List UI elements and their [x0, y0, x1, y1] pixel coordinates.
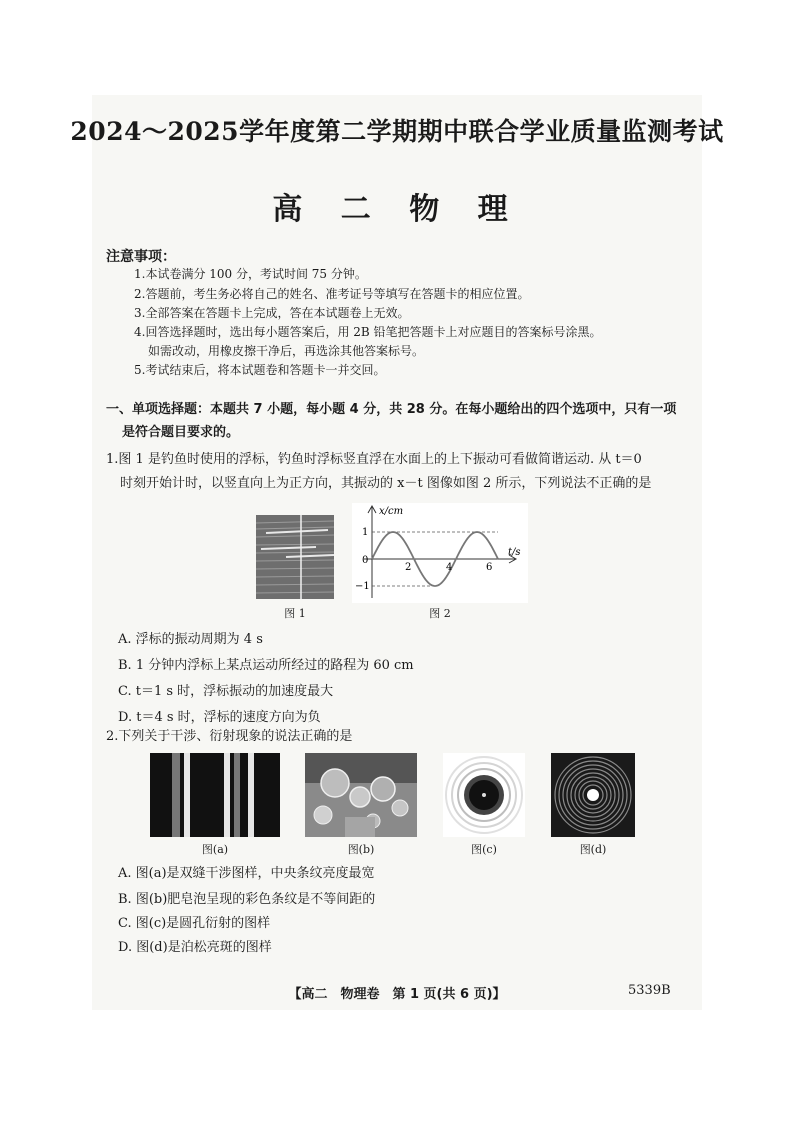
question-1-stem: [106, 448, 686, 496]
question-1-option-d: D. t＝4 s 时，浮标的速度方向为负: [118, 710, 321, 725]
question-1-line: 时刻开始计时，以竖直向上为正方向，其振动的 x－t 图像如图 2 所示，下列说法不正确的是: [120, 476, 652, 491]
x-tick-label: 2: [405, 562, 412, 573]
notice-item: 3.全部答案在答题卡上完成，答在本试题卷上无效。: [134, 306, 410, 320]
origin-label: 0: [362, 555, 369, 566]
x-axis-label: t/s: [508, 547, 521, 558]
question-1-line: 1.图 1 是钓鱼时使用的浮标，钓鱼时浮标竖直浮在水面上的上下振动可看做简谐运动. 从 t＝0: [106, 452, 642, 467]
question-1-option-b: B. 1 分钟内浮标上某点运动所经过的路程为 60 cm: [118, 658, 414, 673]
subject-title: 高 二 物 理: [272, 192, 522, 227]
y-tick-label: −1: [355, 581, 370, 592]
exam-title: 2024～2025学年度第二学期期中联合学业质量监测考试: [70, 117, 724, 146]
page-footer: 【高二 物理卷 第 1 页(共 6 页)】: [288, 987, 506, 1002]
figure-2-caption: 图 2: [429, 607, 451, 620]
section-line: 一、单项选择题：本题共 7 小题，每小题 4 分，共 28 分。在每小题给出的四个选项中，只有一项: [106, 402, 677, 417]
x-tick-label: 4: [446, 562, 453, 573]
question-2-option-d: D. 图(d)是泊松亮斑的图样: [118, 940, 272, 955]
figure-b-caption: 图(b): [347, 843, 375, 856]
figure-d-caption: 图(d): [579, 843, 607, 856]
figure-a-fringes: [150, 753, 280, 837]
figure-b-bubbles: [305, 753, 417, 837]
figure-1-caption: 图 1: [284, 607, 306, 620]
figure-a-caption: 图(a): [201, 843, 229, 856]
x-tick-label: 6: [486, 562, 493, 573]
question-2-option-b: B. 图(b)肥皂泡呈现的彩色条纹是不等间距的: [118, 892, 376, 907]
notice-item: 如需改动，用橡皮擦干净后，再选涂其他答案标号。: [148, 344, 425, 358]
question-2-option-a: A. 图(a)是双缝干涉图样，中央条纹亮度最宽: [118, 866, 375, 881]
paper-code: 5339B: [628, 983, 671, 998]
figure-c-caption: 图(c): [471, 843, 497, 856]
section-line: 是符合题目要求的。: [122, 425, 240, 440]
question-1-option-c: C. t＝1 s 时，浮标振动的加速度最大: [118, 684, 334, 699]
notice-item: 1.本试卷满分 100 分，考试时间 75 分钟。: [134, 267, 367, 281]
y-tick-label: 1: [362, 527, 369, 538]
notice-item: 2.答题前，考生务必将自己的姓名、准考证号等填写在答题卡的相应位置。: [134, 287, 530, 301]
figure-c-diffraction: [443, 753, 525, 837]
notice-item: 5.考试结束后，将本试题卷和答题卡一并交回。: [134, 363, 386, 377]
question-2-option-c: C. 图(c)是圆孔衍射的图样: [118, 916, 271, 931]
y-axis-label: x/cm: [379, 506, 404, 517]
float-photo: [256, 515, 334, 599]
section-heading: [106, 398, 686, 444]
notice-heading: 注意事项：: [106, 249, 176, 265]
question-1-option-a: A. 浮标的振动周期为 4 s: [118, 632, 263, 647]
figure-d-rings: [551, 753, 635, 837]
notice-item: 4.回答选择题时，选出每小题答案后，用 2B 铅笔把答题卡上对应题目的答案标号涂黑。: [134, 325, 602, 339]
xt-graph: [352, 503, 528, 603]
question-2-stem: 2.下列关于干涉、衍射现象的说法正确的是: [106, 729, 353, 744]
